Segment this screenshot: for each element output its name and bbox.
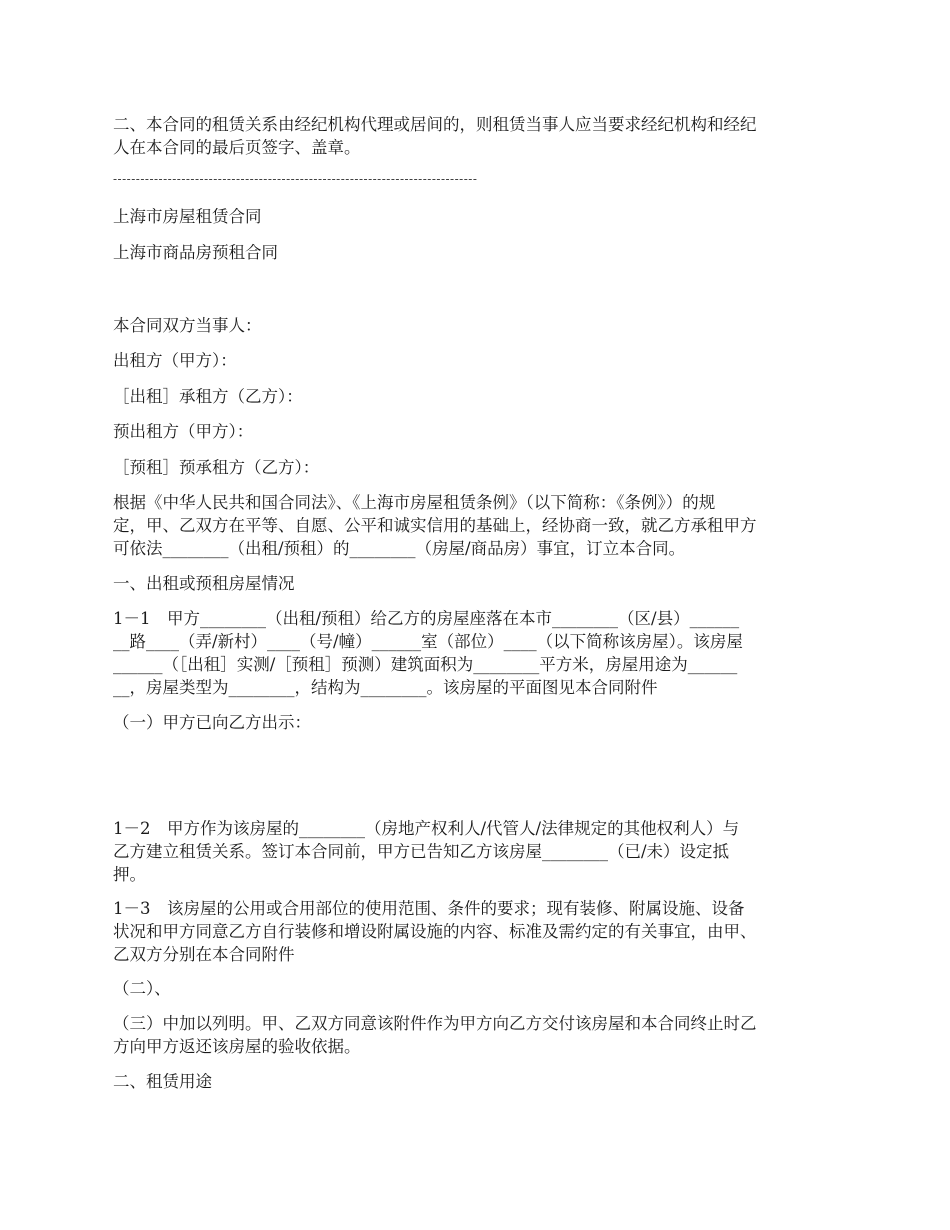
party-pre-lessee: ［预租］预承租方（乙方）： (113, 458, 320, 477)
item-1: （一）甲方已向乙方出示： (113, 713, 311, 732)
clause-1-2-line-1: 1－2 甲方作为该房屋的________（房地产权利人/代管人/法律规定的其他权利人）与 (113, 819, 740, 838)
clause-1-3-line-1: 1－3 该房屋的公用或合用部位的使用范围、条件的要求；现有装修、附属设施、设备 (113, 899, 745, 918)
clause-1-3-line-3: 乙双方分别在本合同附件 (113, 945, 295, 964)
clause-1-1-line-4: __，房屋类型为________，结构为________。该房屋的平面图见本合同附件 (113, 678, 658, 697)
title-pre-lease-contract: 上海市商品房预租合同 (113, 243, 278, 262)
basis-paragraph-line-3: 可依法________（出租/预租）的________（房屋/商品房）事宜，订立本合同。 (113, 539, 686, 558)
clause-1-1-line-3: ______（［出租］实测/［预租］预测）建筑面积为________平方米，房屋用途为______ (113, 655, 738, 674)
parties-heading: 本合同双方当事人： (113, 316, 262, 335)
party-lessee: ［出租］承租方（乙方）： (113, 387, 303, 406)
item-3-line-2: 方向甲方返还该房屋的验收依据。 (113, 1037, 361, 1056)
clause-1-1-line-1: 1－1 甲方________（出租/预租）给乙方的房屋座落在本市________（区/县）______ (113, 609, 740, 628)
party-lessor: 出租方（甲方）： (113, 351, 237, 370)
clause-1-3-line-2: 状况和甲方同意乙方自行装修和增设附属设施的内容、标准及需约定的有关事宜，由甲、 (113, 922, 757, 941)
item-3-line-1: （三）中加以列明。甲、乙双方同意该附件作为甲方向乙方交付该房屋和本合同终止时乙 (113, 1014, 757, 1033)
basis-paragraph-line-2: 定，甲、乙双方在平等、自愿、公平和诚实信用的基础上，经协商一致，就乙方承租甲方 (113, 516, 757, 535)
agency-paragraph-line-2: 人在本合同的最后页签字、盖章。 (113, 138, 361, 157)
basis-paragraph-line-1: 根据《中华人民共和国合同法》、《上海市房屋租赁条例》（以下简称：《条例》）的规 (113, 493, 716, 512)
clause-1-2-line-3: 押。 (113, 865, 146, 884)
item-2: （二）、 (113, 979, 171, 998)
section-2-heading: 二、租赁用途 (113, 1072, 212, 1091)
section-1-heading: 一、出租或预租房屋情况 (113, 574, 295, 593)
title-lease-contract: 上海市房屋租赁合同 (113, 207, 262, 226)
party-pre-lessor: 预出租方（甲方）： (113, 422, 254, 441)
clause-1-2-line-2: 乙方建立租赁关系。签订本合同前，甲方已告知乙方该房屋________（已/未）设定抵 (113, 842, 730, 861)
clause-1-1-line-2: __路____（弄/新村）____（号/幢）______室（部位）____（以下简称该房屋）。该房屋 (113, 632, 743, 651)
agency-paragraph-line-1: 二、本合同的租赁关系由经纪机构代理或居间的，则租赁当事人应当要求经纪机构和经纪 (113, 115, 757, 134)
separator-line: -------------------------------------------------------------------------------- (113, 172, 478, 186)
